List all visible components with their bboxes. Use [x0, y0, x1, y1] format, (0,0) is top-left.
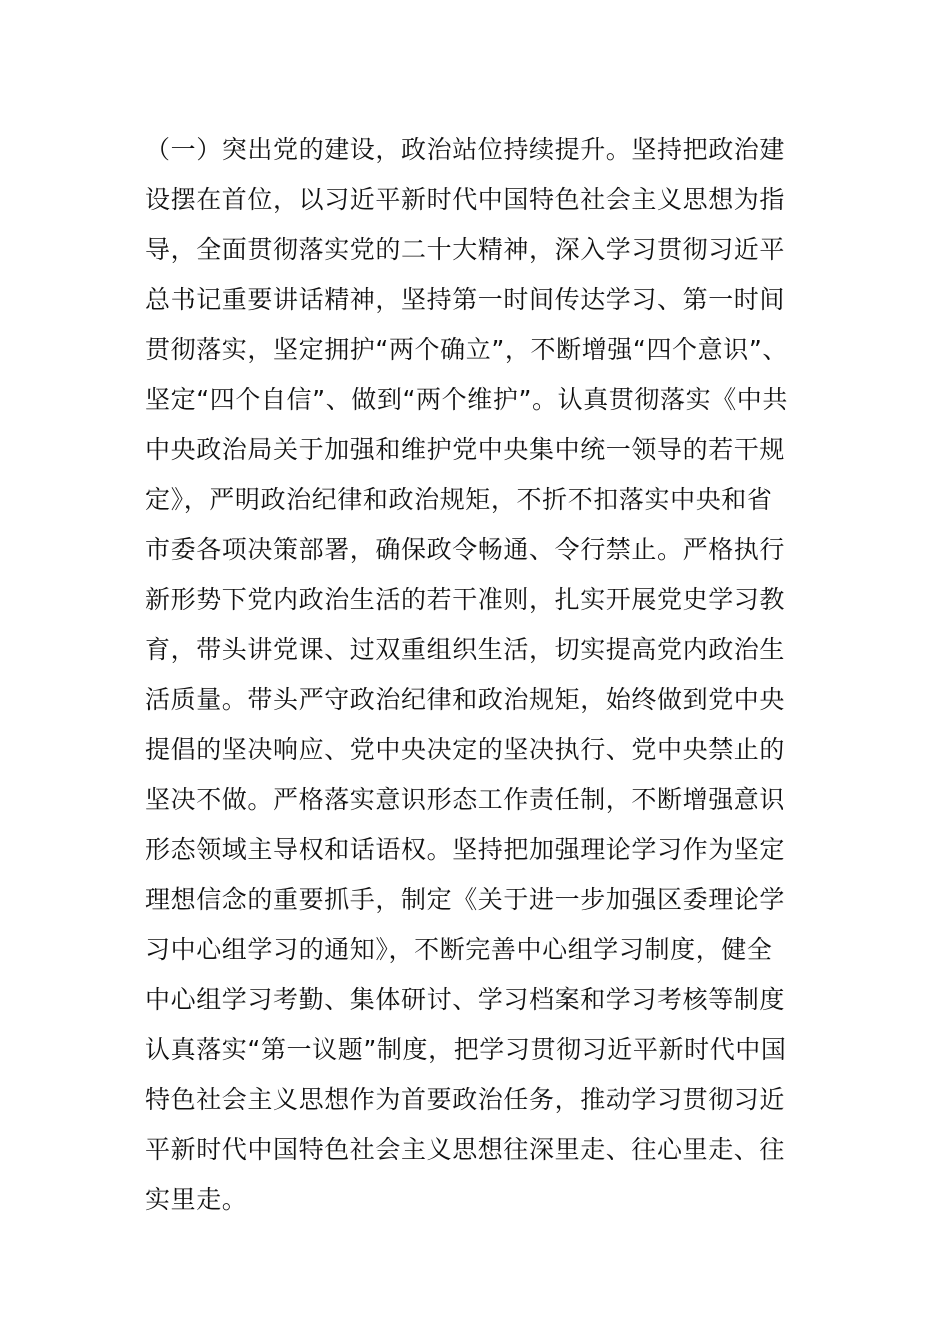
text-line-13: 提倡的坚决响应、党中央决定的坚决执行、党中央禁止的	[145, 735, 786, 764]
text-line-5: 贯彻落实，坚定拥护“两个确立”，不断增强“四个意识”、	[145, 335, 789, 364]
text-line-2: 设摆在首位，以习近平新时代中国特色社会主义思想为指	[145, 185, 786, 214]
text-line-15: 形态领域主导权和话语权。坚持把加强理论学习作为坚定	[145, 835, 786, 864]
text-line-18: 中心组学习考勤、集体研讨、学习档案和学习考核等制度	[145, 985, 786, 1014]
text-line-1: （一）突出党的建设，政治站位持续提升。坚持把政治建	[145, 135, 786, 164]
text-line-9: 市委各项决策部署，确保政令畅通、令行禁止。严格执行	[145, 535, 786, 564]
text-line-17: 习中心组学习的通知》，不断完善中心组学习制度，健全	[145, 935, 773, 964]
text-line-10: 新形势下党内政治生活的若干准则，扎实开展党史学习教	[145, 585, 786, 614]
text-line-20: 特色社会主义思想作为首要政治任务，推动学习贯彻习近	[145, 1085, 786, 1114]
text-line-8: 定》，严明政治纪律和政治规矩，不折不扣落实中央和省	[145, 485, 773, 514]
text-line-12: 活质量。带头严守政治纪律和政治规矩，始终做到党中央	[145, 685, 786, 714]
text-line-11: 育，带头讲党课、过双重组织生活，切实提高党内政治生	[145, 635, 786, 664]
text-line-19: 认真落实“第一议题”制度，把学习贯彻习近平新时代中国	[145, 1035, 787, 1064]
text-line-21: 平新时代中国特色社会主义思想往深里走、往心里走、往	[145, 1135, 786, 1164]
paragraph	[145, 125, 815, 1225]
text-line-16: 理想信念的重要抓手，制定《关于进一步加强区委理论学	[145, 885, 786, 914]
text-line-6: 坚定“四个自信”、做到“两个维护”。认真贯彻落实《中共	[145, 385, 789, 414]
text-line-22: 实里走。	[145, 1185, 248, 1214]
text-line-4: 总书记重要讲话精神，坚持第一时间传达学习、第一时间	[145, 285, 786, 314]
text-line-7: 中央政治局关于加强和维护党中央集中统一领导的若干规	[145, 435, 786, 464]
text-line-14: 坚决不做。严格落实意识形态工作责任制，不断增强意识	[145, 785, 786, 814]
text-line-3: 导，全面贯彻落实党的二十大精神，深入学习贯彻习近平	[145, 235, 786, 264]
